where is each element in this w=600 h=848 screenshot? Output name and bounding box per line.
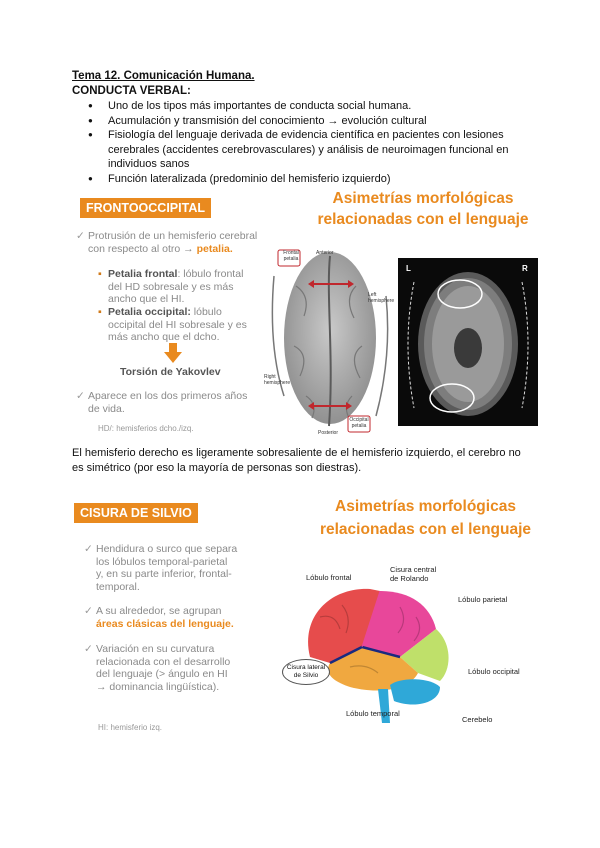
text-line: ✓ A su alrededor, se agrupan	[96, 605, 222, 617]
point-appears	[88, 390, 263, 415]
text-span: lóbulo	[190, 306, 222, 318]
brain-lateral-view-image	[290, 577, 460, 727]
mri-left-label: L	[406, 264, 411, 273]
text-line: ✓ Hendidura o surco que separa	[96, 543, 238, 555]
slide-heading	[308, 495, 543, 541]
text-line: ✓ Aparece en los dos primeros años	[88, 390, 248, 402]
diagram-label-cerebelo: Cerebelo	[462, 715, 493, 724]
footnote: HI: hemisferio izq.	[98, 723, 163, 732]
section-subtitle: CONDUCTA VERBAL:	[72, 85, 191, 97]
label-line: de Rolando	[390, 574, 429, 583]
heading-line: relacionadas con el lenguaje	[319, 521, 532, 538]
diagram-label: Posterior	[318, 430, 339, 436]
text-line: los lóbulos temporal-parietal	[96, 555, 228, 568]
footnote: HD/: hemisferios dcho./izq.	[98, 424, 194, 433]
text-span: : lóbulo frontal	[177, 268, 244, 280]
term-label: Petalia occipital:	[108, 306, 191, 318]
diagram-label-parietal: Lóbulo parietal	[458, 595, 508, 604]
point-curvatura	[96, 643, 238, 693]
text-line: ✓ Protrusión de un hemisferio cerebral	[88, 230, 258, 242]
point-hendidura	[96, 543, 238, 593]
heading-line: Asimetrías morfológicas	[335, 498, 516, 515]
slide-cisura-silvio	[68, 495, 538, 740]
point-areas-clasicas	[96, 605, 238, 630]
text-line	[108, 268, 256, 281]
label-line: Cisura central	[390, 565, 437, 574]
diagram-label-frontal: Lóbulo frontal	[306, 573, 352, 582]
text-line: del lenguaje (> ángulo en HI	[96, 668, 228, 680]
label-line: Cisura lateral	[286, 664, 326, 671]
text-line: relacionada con el desarrollo	[96, 655, 231, 668]
point-petalia-occipital	[108, 306, 256, 344]
diagram-label-occipital: Lóbulo occipital	[468, 667, 520, 676]
heading-line: Asimetrías morfológicas	[332, 190, 514, 207]
diagram-label: Left hemisphere	[368, 292, 395, 304]
mri-scan-graphic	[398, 258, 538, 426]
text-line: del HD sobresale y es más	[108, 280, 234, 293]
text-line: temporal.	[96, 580, 140, 593]
bullet-item: ● Función lateralizada (predominio del hemisferio izquierdo)	[88, 172, 538, 187]
text-span: con respecto al otro →	[88, 242, 197, 255]
text-line: más ancho que el dcho.	[108, 331, 220, 343]
bullet-item: ● Acumulación y transmisión del conocimiento → evolución cultural	[88, 114, 538, 129]
slide-heading	[303, 188, 543, 230]
arrow-down-icon	[164, 343, 182, 363]
heading-line: relacionadas con el lenguaje	[317, 211, 529, 228]
text-line	[108, 306, 256, 319]
page-title: Tema 12. Comunicación Humana.	[72, 70, 255, 82]
bullet-item: ● Fisiología del lenguaje derivada de evidencia científica en pacientes con lesiones cerebrales (accidentes cerebrovasculares) y análisis de neuroimagen funcional en individuos sanos	[88, 128, 538, 172]
slide-frontooccipital	[68, 188, 538, 440]
text-line: ✓ Variación en su curvatura	[96, 643, 215, 655]
label-line: de Silvio	[293, 672, 319, 679]
diagram-label: Anterior	[316, 250, 334, 256]
highlight-areas: áreas clásicas del lenguaje.	[96, 617, 234, 630]
body-paragraph: El hemisferio derecho es ligeramente sobresaliente de el hemisferio izquierdo, el cerebro no es simétrico (por eso la mayoría de personas son diestras).	[72, 447, 521, 474]
point-petalia-frontal	[108, 268, 256, 306]
text-line: de vida.	[88, 402, 125, 415]
diagram-label: Frontal petalia	[283, 250, 299, 262]
diagram-label: Right hemisphere	[264, 374, 291, 386]
diagram-label-silvio	[282, 659, 330, 685]
highlight-petalia: petalia.	[196, 242, 233, 255]
bullet-list	[88, 99, 538, 186]
diagram-label-temporal: Lóbulo temporal	[346, 709, 400, 718]
mri-scan-image	[398, 258, 538, 426]
slide-tag: CISURA DE SILVIO	[74, 503, 198, 523]
term-label: Petalia frontal	[108, 268, 178, 280]
bullet-item: ● Uno de los tipos más importantes de conducta social humana.	[88, 99, 538, 114]
diagram-label-central	[390, 565, 436, 583]
mri-right-label: R	[522, 264, 528, 273]
text-line: occipital del HI sobresale y es	[108, 318, 247, 331]
torsion-label: Torsión de Yakovlev	[120, 366, 221, 378]
text-line: ancho que el HI.	[108, 293, 185, 305]
text-line	[88, 243, 263, 256]
brain-top-view-image	[266, 236, 394, 446]
point-protrusion	[88, 230, 263, 255]
diagram-label: Occipital petalia	[349, 417, 369, 429]
slide-tag: FRONTOOCCIPITAL	[80, 198, 211, 218]
text-line: → dominancia lingüística).	[96, 680, 220, 693]
text-line: y, en su parte inferior, frontal-	[96, 568, 232, 580]
